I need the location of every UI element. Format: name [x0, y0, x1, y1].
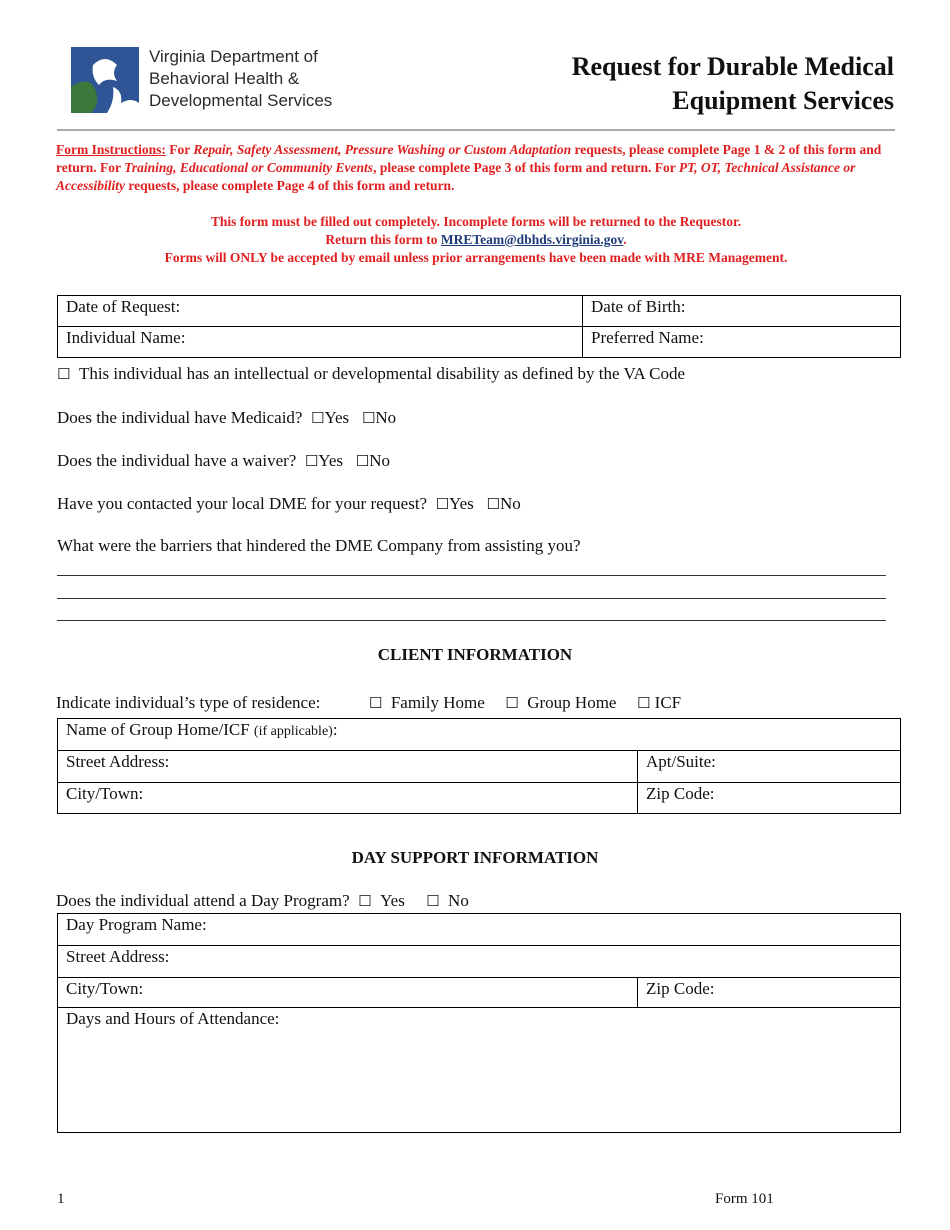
medicaid-no-label: No — [375, 408, 397, 427]
title-line-1: Request for Durable Medical — [571, 52, 894, 81]
return-note — [56, 232, 896, 248]
instructions-text-4: requests, please complete Page 4 of this form and return. — [124, 178, 455, 194]
medicaid-yes-label: Yes — [324, 408, 350, 427]
title-line-2: Equipment Services — [672, 86, 894, 115]
waiver-yes-checkbox[interactable]: ☐ — [304, 452, 319, 470]
return-note-period: . — [623, 232, 627, 247]
barriers-answer-line-1[interactable] — [57, 575, 886, 576]
day-program-yes-label: Yes — [380, 891, 405, 910]
residence-label: Indicate individual’s type of residence: — [56, 693, 321, 712]
agency-name — [149, 46, 332, 112]
email-link[interactable]: MRETeam@dbhds.virginia.gov — [440, 232, 624, 247]
waiver-question — [57, 451, 390, 471]
dme-question — [57, 494, 521, 514]
barriers-answer-line-2[interactable] — [57, 598, 886, 599]
date-of-request-field[interactable]: Date of Request: — [58, 296, 583, 327]
day-program-name-field[interactable]: Day Program Name: — [58, 914, 901, 946]
day-program-label: Does the individual attend a Day Program? — [56, 891, 350, 910]
client-zip-field[interactable]: Zip Code: — [638, 783, 901, 814]
day-program-no-label: No — [448, 891, 469, 910]
days-hours-field[interactable]: Days and Hours of Attendance: — [58, 1008, 901, 1133]
agency-line-2: Behavioral Health & — [149, 69, 300, 88]
idd-question — [57, 364, 685, 384]
dme-yes-label: Yes — [449, 494, 474, 513]
day-support-table — [57, 913, 901, 1133]
idd-checkbox[interactable]: ☐ — [57, 365, 71, 383]
family-home-checkbox[interactable]: ☐ — [368, 694, 383, 712]
header-divider — [57, 129, 895, 131]
icf-label: ICF — [654, 693, 682, 712]
date-of-birth-field[interactable]: Date of Birth: — [583, 296, 901, 327]
client-apt-suite-field[interactable]: Apt/Suite: — [638, 751, 901, 783]
dme-no-checkbox[interactable]: ☐ — [486, 495, 500, 513]
dbhds-logo-icon — [71, 47, 139, 113]
dme-yes-checkbox[interactable]: ☐ — [435, 495, 450, 513]
client-city-field[interactable]: City/Town: — [58, 783, 638, 814]
group-home-checkbox[interactable]: ☐ — [505, 694, 519, 712]
day-program-question — [56, 891, 469, 911]
day-program-no-checkbox[interactable]: ☐ — [426, 892, 440, 910]
waiver-yes-label: Yes — [318, 451, 344, 470]
idd-label: This individual has an intellectual or developmental disability as defined by the VA Code — [78, 364, 686, 383]
day-program-street-field[interactable]: Street Address: — [58, 946, 901, 978]
page-number: 1 — [57, 1191, 65, 1207]
dme-no-label: No — [500, 494, 521, 513]
instructions-emphasis-2: Training, Educational or Community Events — [124, 160, 374, 176]
instructions-text-3: , please complete Page 3 of this form and return. For — [373, 160, 679, 176]
client-information-heading: CLIENT INFORMATION — [377, 645, 573, 664]
waiver-label: Does the individual have a waiver? — [57, 451, 297, 470]
instructions-emphasis-1: Repair, Safety Assessment, Pressure Washing or Custom Adaptation — [193, 142, 572, 157]
day-program-yes-checkbox[interactable]: ☐ — [358, 892, 372, 910]
completeness-note: This form must be filled out completely. Incomplete forms will be returned to the Requestor. — [210, 214, 742, 229]
dme-label: Have you contacted your local DME for your request? — [57, 494, 428, 513]
group-home-name-field[interactable] — [58, 719, 901, 751]
individual-name-field[interactable]: Individual Name: — [58, 327, 583, 358]
client-info-table — [57, 718, 901, 814]
icf-checkbox[interactable]: ☐ — [636, 694, 651, 712]
if-applicable-note: (if applicable) — [253, 724, 333, 739]
agency-line-3: Developmental Services — [149, 91, 333, 110]
day-program-city-field[interactable]: City/Town: — [58, 978, 638, 1008]
group-home-label: Group Home — [527, 693, 617, 712]
instructions-text-1: For — [165, 142, 194, 157]
agency-line-1: Virginia Department of — [149, 47, 318, 66]
barriers-answer-line-3[interactable] — [57, 620, 886, 621]
day-program-zip-field[interactable]: Zip Code: — [638, 978, 901, 1008]
form-number: Form 101 — [715, 1191, 774, 1207]
return-note-text: Return this form to — [325, 232, 441, 247]
group-home-name-colon: : — [332, 720, 338, 739]
instructions-lead: Form Instructions: — [56, 142, 166, 157]
medicaid-label: Does the individual have Medicaid? — [57, 408, 303, 427]
preferred-name-field[interactable]: Preferred Name: — [583, 327, 901, 358]
basic-info-table — [57, 295, 901, 358]
medicaid-yes-checkbox[interactable]: ☐ — [310, 409, 325, 427]
instructions-text-2: requests, please complete Page 1 & 2 of this form and return. For — [56, 142, 882, 176]
form-instructions — [56, 141, 896, 196]
family-home-label: Family Home — [390, 693, 485, 712]
medicaid-no-checkbox[interactable]: ☐ — [361, 409, 376, 427]
waiver-no-label: No — [369, 451, 391, 470]
waiver-no-checkbox[interactable]: ☐ — [355, 452, 370, 470]
medicaid-question — [57, 408, 396, 428]
residence-question — [56, 693, 681, 713]
barriers-question: What were the barriers that hindered the DME Company from assisting you? — [57, 536, 581, 555]
instructions-emphasis-3: PT, OT, Technical Assistance or Accessibility — [56, 160, 856, 194]
group-home-name-label: Name of Group Home/ICF — [66, 720, 250, 739]
email-only-note: Forms will ONLY be accepted by email unless prior arrangements have been made with MRE Management. — [164, 250, 788, 265]
page-title — [572, 50, 894, 118]
client-street-address-field[interactable]: Street Address: — [58, 751, 638, 783]
day-support-heading: DAY SUPPORT INFORMATION — [351, 848, 599, 867]
